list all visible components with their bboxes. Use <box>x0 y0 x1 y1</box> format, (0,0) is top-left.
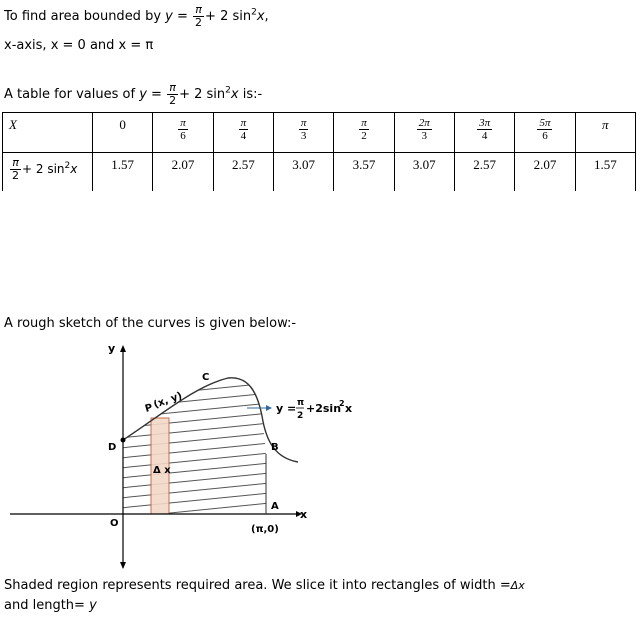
intro-comma: , <box>264 9 269 24</box>
intro-x-var: x <box>256 9 265 24</box>
y-cell: 3.57 <box>334 153 394 192</box>
point-d-label: D <box>108 442 117 453</box>
point-b-label: B <box>271 442 279 453</box>
intro-square: 2 <box>251 7 257 18</box>
svg-text:2: 2 <box>339 399 345 408</box>
origin-label: O <box>110 518 119 529</box>
conclusion-text-2: and length= <box>4 598 85 613</box>
y-cell: 3.07 <box>394 153 454 192</box>
table-intro-suffix: is:- <box>242 87 263 102</box>
y-row <box>3 153 636 192</box>
table-intro-x: x <box>230 87 239 102</box>
table-intro-pi-over-2: $\frac{\pi}{2}$ <box>169 81 177 107</box>
intro-line-2: x-axis, x = 0 and x = π <box>4 38 154 53</box>
svg-text:x: x <box>345 402 353 415</box>
x-cell: 0 <box>93 113 153 153</box>
y-cell: 2.57 <box>213 153 273 192</box>
curve-equation <box>276 398 352 421</box>
hatched-region <box>100 360 300 520</box>
x-cell: $\frac{\pi}{4}$ <box>213 113 273 153</box>
svg-text:π: π <box>297 398 305 408</box>
table-intro-y: y <box>139 87 147 102</box>
intro-line-1 <box>4 4 269 29</box>
x-cell: $\frac{\pi}{2}$ <box>334 113 394 153</box>
values-table <box>2 112 636 191</box>
svg-text:+2sin: +2sin <box>306 402 342 415</box>
table-intro-square: 2 <box>225 85 231 96</box>
area-sketch-figure <box>0 336 400 576</box>
table-intro-prefix: A table for values of <box>4 87 136 102</box>
x-cell: $\frac{3\pi}{4}$ <box>454 113 514 153</box>
y-cell: 1.57 <box>93 153 153 192</box>
intro-prefix: To find area bounded by <box>4 9 162 24</box>
svg-text:y =: y = <box>276 402 297 415</box>
sketch-caption: A rough sketch of the curves is given below:- <box>4 316 297 331</box>
intro-plus-sin: + 2 sin <box>205 9 252 24</box>
table-intro <box>4 82 262 107</box>
x-axis-label: x <box>300 508 308 521</box>
y-cell: 2.07 <box>153 153 213 192</box>
conclusion-line-1 <box>4 578 525 593</box>
point-p-coords: (x, y) <box>152 390 184 411</box>
pi-zero-label: (π,0) <box>251 524 279 535</box>
y-cell: 3.07 <box>273 153 333 192</box>
x-cell: π <box>575 113 635 153</box>
table-intro-equals: = <box>151 87 162 102</box>
delta-x-label: Δ x <box>153 465 171 476</box>
point-c-label: C <box>202 372 210 383</box>
y-cell: 1.57 <box>575 153 635 192</box>
y-cell: 2.57 <box>454 153 514 192</box>
x-row <box>3 113 636 153</box>
y-cell: 2.07 <box>515 153 575 192</box>
conclusion-text-1: Shaded region represents required area. We slice it into rectangles of width = <box>4 578 511 593</box>
point-a-label: A <box>271 501 279 512</box>
intro-y-var: y <box>165 9 173 24</box>
intro-pi-over-2: $\frac{\pi}{2}$ <box>195 3 203 29</box>
x-cell: $\frac{\pi}{3}$ <box>273 113 333 153</box>
length-symbol: y <box>89 598 97 613</box>
y-axis-label: y <box>108 342 116 355</box>
x-cell: $\frac{5\pi}{6}$ <box>515 113 575 153</box>
x-cell: $\frac{\pi}{6}$ <box>153 113 213 153</box>
svg-text:2: 2 <box>297 411 304 421</box>
x-cell: $\frac{2\pi}{3}$ <box>394 113 454 153</box>
width-symbol: Δx <box>510 579 525 592</box>
y-row-header: $\frac{\pi}{2}$ + 2 $\sin^2x$ <box>3 153 93 192</box>
table-intro-plus-sin: + 2 sin <box>179 87 226 102</box>
intro-equals: = <box>177 9 188 24</box>
x-row-header: X <box>3 113 93 153</box>
point-p-label: P <box>143 402 154 415</box>
conclusion-line-2 <box>4 598 97 613</box>
